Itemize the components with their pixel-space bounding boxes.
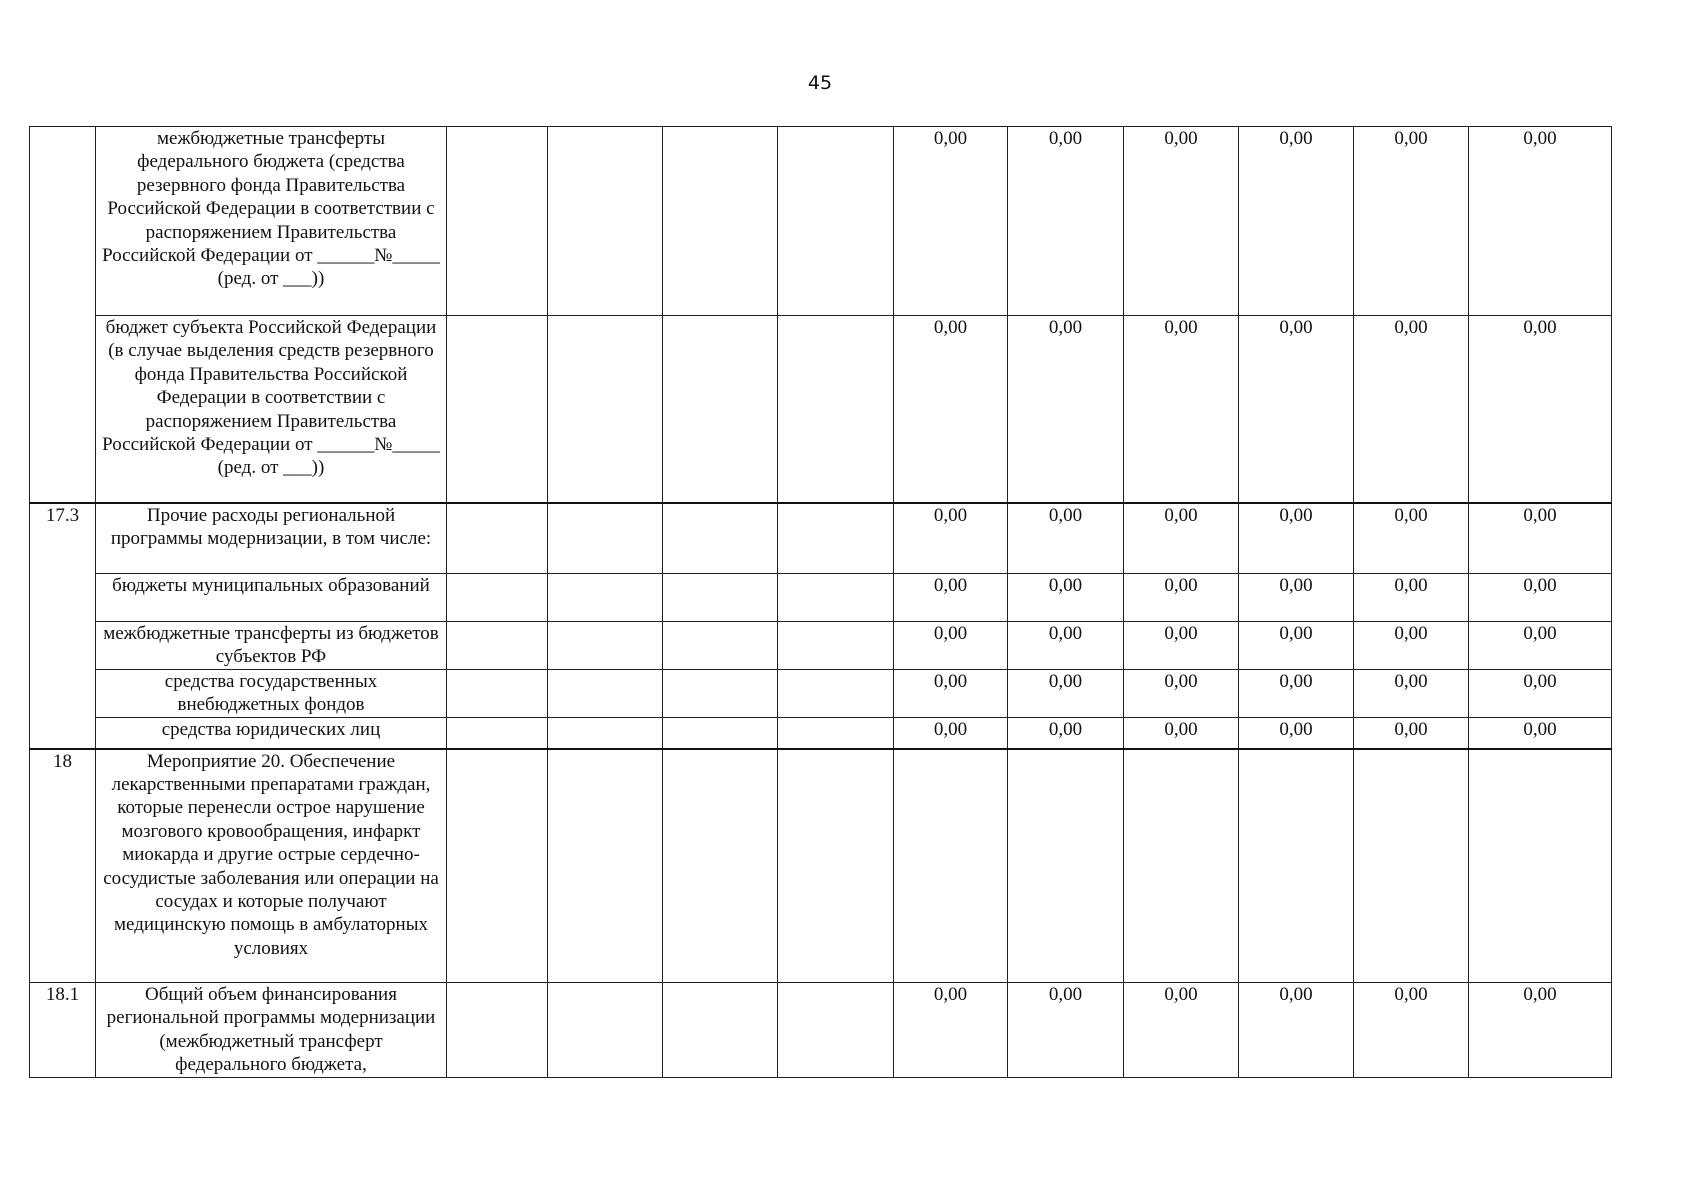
value-cell: 0,00 [1239,574,1354,622]
table-row [30,718,1612,749]
empty-cell [548,983,663,1078]
value-cell: 0,00 [1469,316,1612,503]
value-cell [1239,749,1354,983]
value-cell: 0,00 [1469,127,1612,316]
empty-cell [548,503,663,574]
value-cell: 0,00 [1469,983,1612,1078]
value-cell: 0,00 [1124,983,1239,1078]
value-cell: 0,00 [1354,503,1469,574]
value-cell: 0,00 [1239,718,1354,749]
empty-cell [778,503,894,574]
value-cell: 0,00 [1354,574,1469,622]
empty-cell [778,983,894,1078]
empty-cell [447,503,548,574]
value-cell: 0,00 [1354,718,1469,749]
table-row [30,622,1612,670]
empty-cell [447,718,548,749]
value-cell: 0,00 [1008,670,1124,718]
budget-table [29,126,1612,1078]
empty-cell [663,574,778,622]
value-cell: 0,00 [1008,127,1124,316]
value-cell: 0,00 [1239,503,1354,574]
empty-cell [548,718,663,749]
row-label: Мероприятие 20. Обеспечение лекарственными препаратами граждан, которые перенесли острое нарушение мозгового кровообращения, инфаркт миокарда и другие острые сердечно-сосудистые заболевания или операции на сосудах и которые получают медицинскую помощь в амбулаторных условиях [96,749,447,983]
value-cell: 0,00 [894,622,1008,670]
empty-cell [548,622,663,670]
empty-cell [447,749,548,983]
value-cell: 0,00 [1469,622,1612,670]
empty-cell [548,127,663,316]
value-cell: 0,00 [1124,574,1239,622]
table-row [30,127,1612,316]
value-cell: 0,00 [1008,622,1124,670]
value-cell: 0,00 [894,503,1008,574]
empty-cell [778,127,894,316]
row-label: бюджет субъекта Российской Федерации (в случае выделения средств резервного фонда Правительства Российской Федерации в соответствии с распоряжением Правительства Российской Федерации от ______№_____ (ред. от ___)) [96,316,447,503]
value-cell: 0,00 [1124,718,1239,749]
value-cell: 0,00 [894,127,1008,316]
empty-cell [778,574,894,622]
value-cell: 0,00 [1124,622,1239,670]
value-cell: 0,00 [1124,503,1239,574]
value-cell [1124,749,1239,983]
value-cell: 0,00 [1124,670,1239,718]
empty-cell [663,670,778,718]
value-cell: 0,00 [894,316,1008,503]
empty-cell [447,316,548,503]
row-label: Прочие расходы региональной программы модернизации, в том числе: [96,503,447,574]
row-label: межбюджетные трансферты федерального бюджета (средства резервного фонда Правительства Российской Федерации в соответствии с распоряжением Правительства Российской Федерации от ______№_____ (ред. от ___)) [96,127,447,316]
value-cell: 0,00 [1239,983,1354,1078]
row-number: 18 [30,749,96,983]
empty-cell [778,749,894,983]
value-cell: 0,00 [894,983,1008,1078]
value-cell: 0,00 [894,574,1008,622]
value-cell: 0,00 [1008,983,1124,1078]
value-cell: 0,00 [1469,718,1612,749]
empty-cell [663,127,778,316]
value-cell [894,749,1008,983]
value-cell: 0,00 [1239,670,1354,718]
empty-cell [778,622,894,670]
value-cell: 0,00 [894,670,1008,718]
value-cell: 0,00 [1354,983,1469,1078]
value-cell: 0,00 [1239,127,1354,316]
row-label: бюджеты муниципальных образований [96,574,447,622]
empty-cell [663,718,778,749]
row-label: средства государственных внебюджетных фондов [96,670,447,718]
value-cell: 0,00 [1354,670,1469,718]
value-cell: 0,00 [1354,127,1469,316]
table-row [30,503,1612,574]
value-cell: 0,00 [1008,718,1124,749]
empty-cell [778,316,894,503]
value-cell: 0,00 [1008,316,1124,503]
empty-cell [447,670,548,718]
empty-cell [663,316,778,503]
table-row [30,574,1612,622]
empty-cell [447,622,548,670]
value-cell: 0,00 [1469,670,1612,718]
empty-cell [447,127,548,316]
value-cell: 0,00 [894,718,1008,749]
value-cell: 0,00 [1354,316,1469,503]
value-cell: 0,00 [1469,503,1612,574]
empty-cell [548,670,663,718]
empty-cell [778,718,894,749]
table-row [30,670,1612,718]
value-cell: 0,00 [1124,127,1239,316]
row-label: Общий объем финансирования региональной программы модернизации (межбюджетный трансферт федерального бюджета, [96,983,447,1078]
row-label: межбюджетные трансферты из бюджетов субъектов РФ [96,622,447,670]
empty-cell [663,749,778,983]
table-row [30,316,1612,503]
value-cell: 0,00 [1239,316,1354,503]
value-cell: 0,00 [1008,503,1124,574]
row-number: 18.1 [30,983,96,1078]
table-row [30,983,1612,1078]
empty-cell [447,574,548,622]
empty-cell [447,983,548,1078]
row-label: средства юридических лиц [96,718,447,749]
value-cell: 0,00 [1354,622,1469,670]
empty-cell [778,670,894,718]
value-cell: 0,00 [1008,574,1124,622]
empty-cell [548,316,663,503]
row-number: 17.3 [30,503,96,749]
table-row [30,749,1612,983]
value-cell: 0,00 [1239,622,1354,670]
empty-cell [663,503,778,574]
page-number: 45 [807,72,833,94]
empty-cell [663,622,778,670]
value-cell [1008,749,1124,983]
row-number [30,127,96,503]
value-cell [1354,749,1469,983]
empty-cell [663,983,778,1078]
empty-cell [548,749,663,983]
empty-cell [548,574,663,622]
value-cell [1469,749,1612,983]
value-cell: 0,00 [1124,316,1239,503]
value-cell: 0,00 [1469,574,1612,622]
